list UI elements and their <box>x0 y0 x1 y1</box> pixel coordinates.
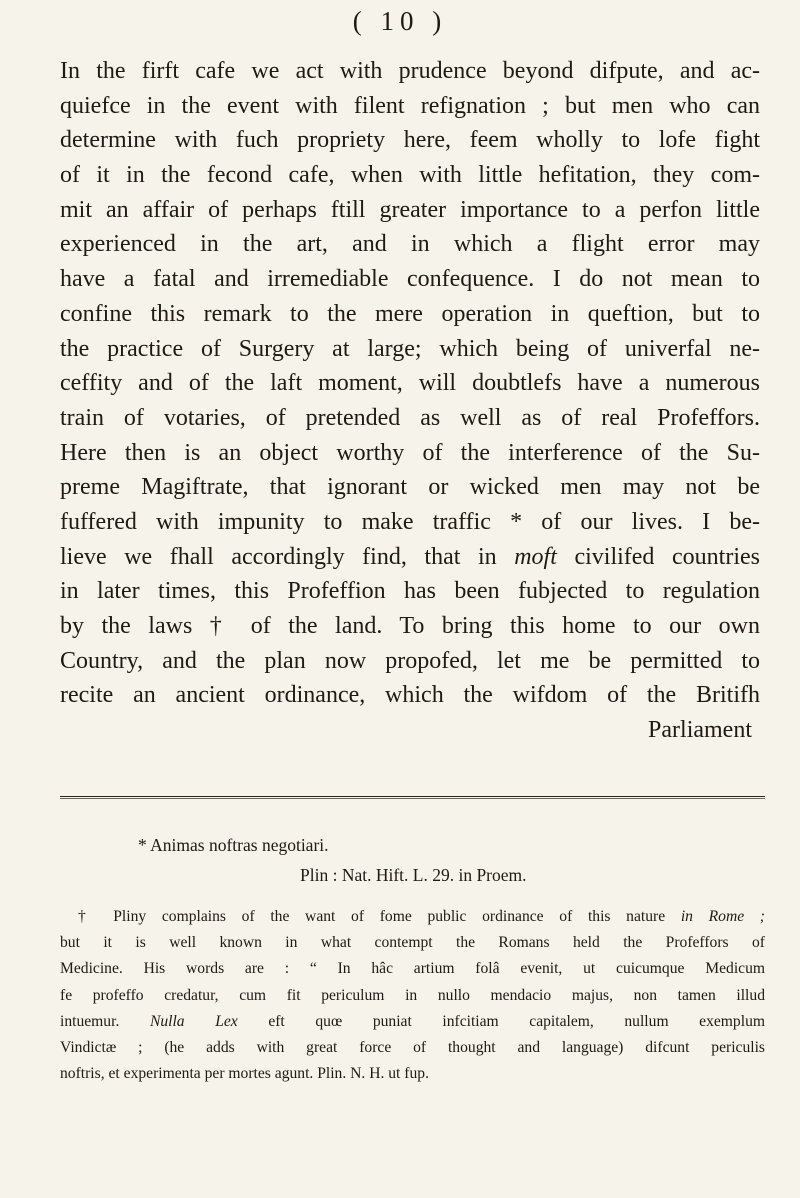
catchword: Parliament <box>648 717 752 744</box>
text-line: of it in the fecond cafe, when with little hefitation, they com- <box>60 162 760 189</box>
catchword-line <box>60 713 760 748</box>
text-segment: intuemur. <box>60 1012 150 1030</box>
footnote-line: Medicine. His words are : “ In hâc artium folâ evenit, ut cuicumque Medicum <box>60 960 765 978</box>
footnote-dagger <box>60 904 765 1087</box>
text-line: the practice of Surgery at large; which being of univerfal ne- <box>60 335 760 362</box>
footnote-line <box>60 904 765 930</box>
text-line: In the firft cafe we act with prudence beyond difpute, and ac- <box>60 58 760 84</box>
footnote-line: Vindictæ ; (he adds with great force of thought and language) difcunt periculis <box>60 1038 765 1056</box>
footnote-line: noftris, et experimenta per mortes agunt. Plin. N. H. ut fup. <box>60 1065 429 1083</box>
text-line: ceffity and of the laft moment, will doubtlefs have a numerous <box>60 370 760 397</box>
footnote-quote: * Animas noftras negotiari. <box>138 835 329 855</box>
page-number: ( 10 ) <box>352 6 448 36</box>
italic-emphasis: Nulla Lex <box>149 1012 238 1030</box>
italic-emphasis: moft <box>514 543 557 570</box>
text-line: have a fatal and irremediable confequence. I do not mean to <box>60 266 760 293</box>
text-segment: † Pliny complains of the want of fome public ordinance of this nature <box>78 908 681 925</box>
text-line: by the laws † of the land. To bring this home to our own <box>60 613 760 639</box>
text-segment: civilifed countries <box>556 543 760 570</box>
text-line: recite an ancient ordinance, which the wifdom of the Britifh <box>60 682 760 709</box>
text-segment: lieve we fhall accordingly find, that in <box>60 543 515 570</box>
footnote-line: but it is well known in what contempt the Romans held the Profeffors of <box>60 934 765 952</box>
footnote-divider <box>60 796 765 797</box>
text-line: preme Magiftrate, that ignorant or wicked men may not be <box>60 474 760 501</box>
footnote-asterisk <box>60 830 760 890</box>
main-paragraph <box>60 54 760 748</box>
text-line: mit an affair of perhaps ftill greater importance to a perfon little <box>60 196 760 223</box>
italic-emphasis: in Rome ; <box>680 908 766 925</box>
text-segment: eft quœ puniat infcitiam capitalem, nullum exemplum <box>237 1012 765 1030</box>
footnote-citation: Plin : Nat. Hift. L. 29. in Proem. <box>300 865 527 885</box>
text-line: in later times, this Profeffion has been fubjected to regulation <box>60 578 760 605</box>
text-line: Country, and the plan now propofed, let me be permitted to <box>60 647 760 674</box>
text-line: confine this remark to the mere operation in queftion, but to <box>60 300 760 327</box>
text-line: fuffered with impunity to make traffic * of our lives. I be- <box>60 508 760 535</box>
text-line: experienced in the art, and in which a flight error may <box>60 231 760 258</box>
text-line <box>60 540 760 575</box>
text-line: quiefce in the event with filent refignation ; but men who can <box>60 92 760 119</box>
text-line: Here then is an object worthy of the interference of the Su- <box>60 439 760 466</box>
footnote-line: fe profeffo credatur, cum fit periculum in nullo mendacio majus, non tamen illud <box>60 986 765 1004</box>
footnote-line <box>60 1009 765 1035</box>
text-line: determine with fuch propriety here, feem wholly to lofe fight <box>60 127 760 154</box>
text-line: train of votaries, of pretended as well as of real Profeffors. <box>60 404 760 431</box>
